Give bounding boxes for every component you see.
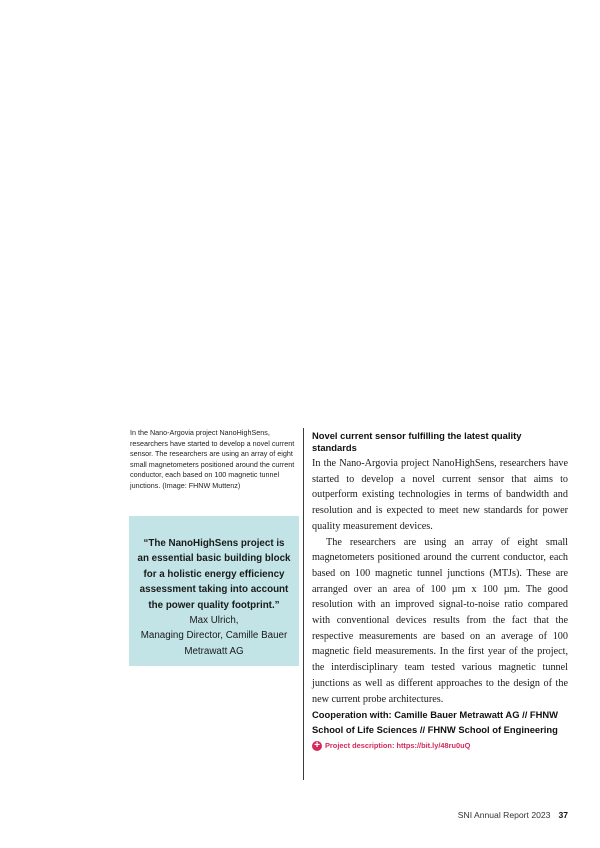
page-number: 37 bbox=[558, 810, 568, 820]
column-divider bbox=[303, 428, 304, 780]
article-paragraph-2: The researchers are using an array of eight small magnetometers positioned around the current conductor, each based on 100 magnetic tunnel junctions (MTJs). These are arranged over an area of 100 µm x 100 µm. The good resolution with an improved signal-to-noise ratio compared with conventional devices results from the fact that the respective measurements are based on an average of 100 magnetic field measurements. In the first year of the project, the interdisciplinary team tested various magnetic tunnel junctions as well as different approaches to the design of the new current probe architectures. bbox=[312, 536, 568, 705]
project-link[interactable] bbox=[312, 741, 568, 751]
plus-circle-icon: + bbox=[312, 741, 322, 751]
report-title: SNI Annual Report 2023 bbox=[457, 810, 551, 820]
quote-box bbox=[129, 516, 299, 666]
page-footer bbox=[440, 810, 568, 820]
project-link-text[interactable]: Project description: https://bit.ly/48ru0uQ bbox=[325, 741, 471, 751]
quote-author: Max Ulrich, bbox=[189, 615, 239, 627]
quote-text: “The NanoHighSens project is an essential basic building block for a holistic energy efficiency assessment taking into account the power quality footprint.” bbox=[137, 538, 291, 611]
quote-role: Managing Director, Camille Bauer Metrawatt AG bbox=[140, 630, 288, 657]
article-heading: Novel current sensor fulfilling the latest quality standards bbox=[312, 430, 522, 453]
cooperation-text: Cooperation with: Camille Bauer Metrawatt AG // FHNW School of Life Sciences // FHNW School of Engineering bbox=[312, 709, 559, 736]
article bbox=[312, 430, 568, 751]
image-caption: In the Nano-Argovia project NanoHighSens, researchers have started to develop a novel current sensor. The researchers are using an array of eight small magnetometers positioned around the current conductor, each based on 100 magnetic tunnel junctions. (Image: FHNW Muttenz) bbox=[130, 428, 295, 490]
article-paragraph-1: In the Nano-Argovia project NanoHighSens, researchers have started to develop a novel current sensor that aims to outperform existing technologies in terms of bandwidth and resolution and is expected to meet new standards for power quality measurement devices. bbox=[312, 458, 568, 532]
